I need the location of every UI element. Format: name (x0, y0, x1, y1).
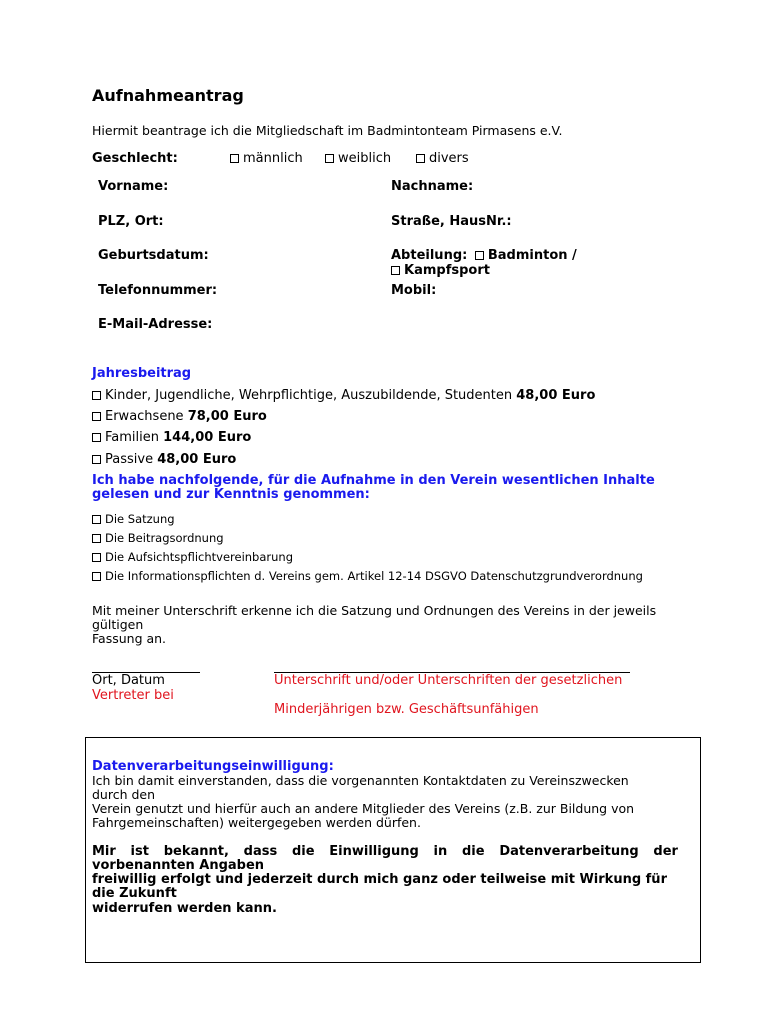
consent-word: der (653, 844, 678, 859)
consent-word: bekannt, (163, 844, 229, 859)
consent-bold-line4: die Zukunft (92, 886, 177, 901)
consent-word: dass (243, 844, 278, 859)
consent-word: Einwilligung (329, 844, 419, 859)
ack-item[interactable]: Die Beitragsordnung (92, 531, 224, 545)
telefon-label: Telefonnummer: (98, 283, 218, 298)
checkbox-icon[interactable] (92, 515, 101, 524)
consent-text-line1: Ich bin damit einverstanden, dass die vorgenannten Kontaktdaten zu Vereinszwecken (92, 773, 629, 788)
statement-line3: Fassung an. (92, 631, 167, 646)
gender-option-female[interactable]: weiblich (325, 151, 391, 166)
ack-heading-line2: gelesen und zur Kenntnis genommen: (92, 487, 370, 502)
nachname-label: Nachname: (391, 179, 474, 194)
fee-item[interactable]: Erwachsene 78,00 Euro (92, 409, 267, 424)
intro-text: Hiermit beantrage ich die Mitgliedschaft im Badmintonteam Pirmasens e.V. (92, 123, 563, 138)
representative-label-left: Vertreter bei (92, 688, 174, 703)
signature-label-line2: Minderjährigen bzw. Geschäftsunfähigen (274, 702, 539, 717)
gender-option-diverse[interactable]: divers (416, 151, 469, 166)
statement-line1: Mit meiner Unterschrift erkenne ich die Satzung und Ordnungen des Vereins in der jeweils (92, 603, 657, 618)
consent-word: Mir (92, 844, 116, 859)
checkbox-icon[interactable] (92, 534, 101, 543)
gender-label: Geschlecht: (92, 151, 178, 166)
ack-item[interactable]: Die Aufsichtspflichtvereinbarung (92, 550, 293, 564)
consent-bold-line5: widerrufen werden kann. (92, 901, 277, 916)
fee-item[interactable]: Kinder, Jugendliche, Wehrpflichtige, Auszubildende, Studenten 48,00 Euro (92, 388, 595, 403)
gender-option-male[interactable]: männlich (230, 151, 303, 166)
checkbox-icon[interactable] (416, 154, 425, 163)
fee-item[interactable]: Familien 144,00 Euro (92, 430, 251, 445)
checkbox-icon[interactable] (475, 251, 484, 260)
abteilung-option-kampfsport: Kampfsport (391, 263, 490, 278)
checkbox-icon[interactable] (92, 412, 101, 421)
consent-word: die (462, 844, 485, 859)
abteilung-field: Abteilung: Badminton / (391, 248, 577, 263)
checkbox-icon[interactable] (92, 572, 101, 581)
checkbox-icon[interactable] (230, 154, 239, 163)
fees-heading: Jahresbeitrag (92, 366, 192, 381)
place-date-label: Ort, Datum (92, 673, 165, 688)
geburtsdatum-label: Geburtsdatum: (98, 248, 209, 263)
consent-text-line4: Fahrgemeinschaften) weitergegeben werden dürfen. (92, 815, 421, 830)
checkbox-icon[interactable] (391, 266, 400, 275)
checkbox-icon[interactable] (92, 433, 101, 442)
signature-label: Unterschrift und/oder Unterschriften der gesetzlichen (274, 673, 623, 688)
strasse-label: Straße, HausNr.: (391, 214, 512, 229)
ack-heading-line1: Ich habe nachfolgende, für die Aufnahme in den Verein wesentlichen Inhalte (92, 473, 655, 488)
consent-word: in (433, 844, 448, 859)
checkbox-icon[interactable] (92, 455, 101, 464)
statement-line2: gültigen (92, 617, 144, 632)
checkbox-icon[interactable] (92, 391, 101, 400)
consent-word: Datenverarbeitung (499, 844, 639, 859)
ack-item[interactable]: Die Satzung (92, 512, 175, 526)
vorname-label: Vorname: (98, 179, 169, 194)
checkbox-icon[interactable] (92, 553, 101, 562)
consent-word: ist (130, 844, 149, 859)
mobil-label: Mobil: (391, 283, 437, 298)
checkbox-icon[interactable] (325, 154, 334, 163)
consent-bold-line2: vorbenannten Angaben (92, 858, 265, 873)
fee-item[interactable]: Passive 48,00 Euro (92, 452, 236, 467)
plz-ort-label: PLZ, Ort: (98, 214, 164, 229)
email-label: E-Mail-Adresse: (98, 317, 213, 332)
consent-word: die (291, 844, 315, 859)
consent-heading: Datenverarbeitungseinwilligung: (92, 759, 334, 774)
consent-text-line2: durch den (92, 787, 156, 802)
page-title: Aufnahmeantrag (92, 86, 244, 105)
consent-bold-line1 (92, 844, 678, 859)
consent-bold-line3: freiwillig erfolgt und jederzeit durch mich ganz oder teilweise mit Wirkung für (92, 872, 667, 887)
ack-item[interactable]: Die Informationspflichten d. Vereins gem. Artikel 12-14 DSGVO Datenschutzgrundverordnung (92, 569, 643, 583)
consent-text-line3: Verein genutzt und hierfür auch an andere Mitglieder des Vereins (z.B. zur Bildung von (92, 801, 635, 816)
